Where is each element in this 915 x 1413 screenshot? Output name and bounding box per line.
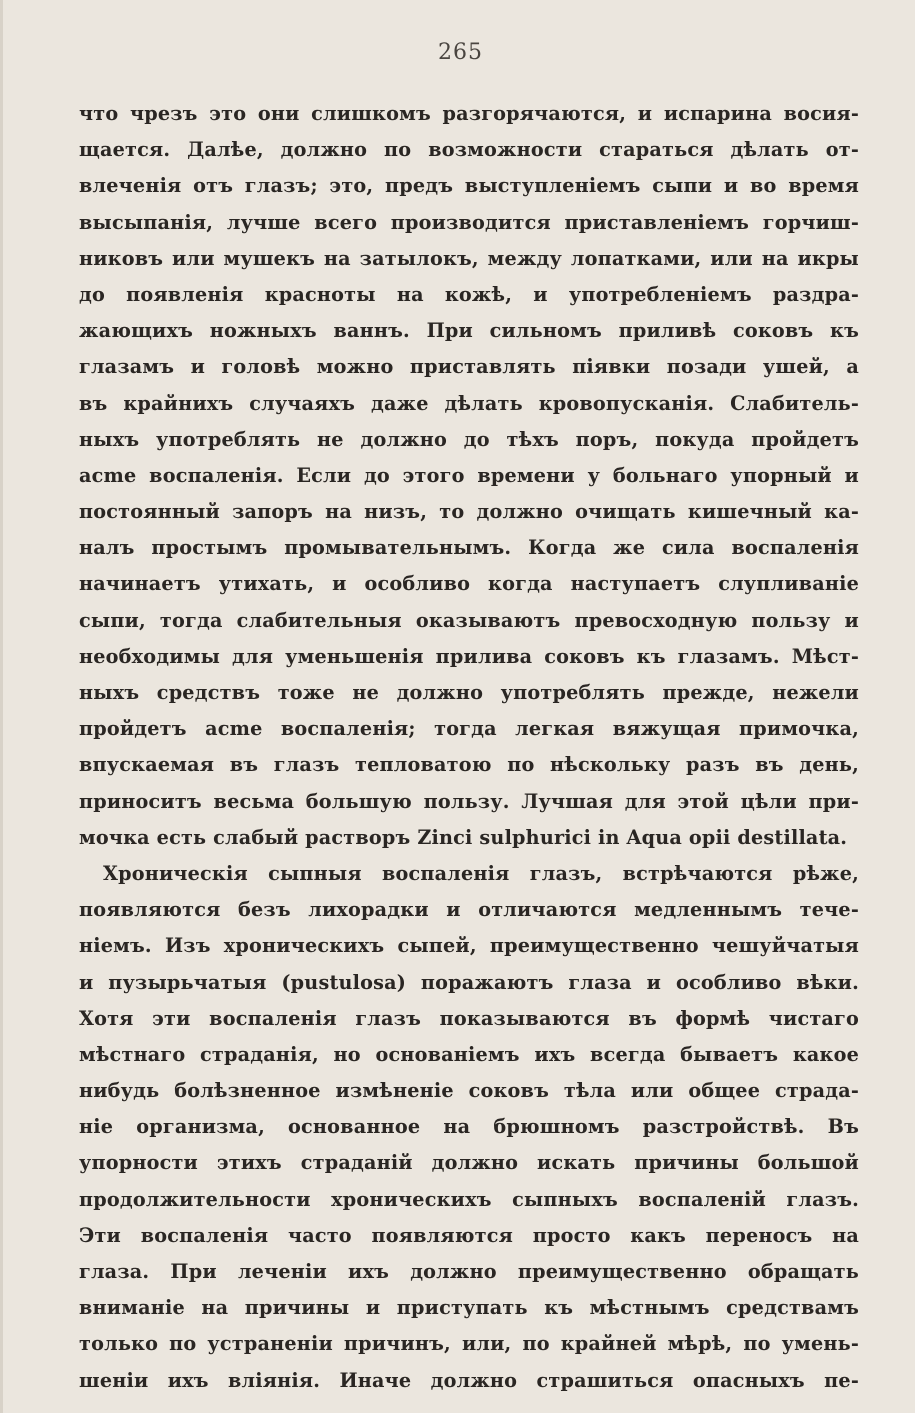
text-line: Хотя эти воспаленія глазъ показываются въ формѣ чистаго <box>79 1006 859 1030</box>
text-line: влеченія отъ глазъ; это, предъ выступленіемъ сыпи и во время <box>79 174 859 198</box>
text-line: глазамъ и головѣ можно приставлять піявки позади ушей, а <box>79 355 859 379</box>
text-line: приноситъ весьма большую пользу. Лучшая для этой цѣли при- <box>79 789 859 813</box>
text-line: упорности этихъ страданій должно искать причины большой <box>79 1151 859 1175</box>
page-number: 265 <box>438 40 483 65</box>
text-line: до появленія краснoты на кожѣ, и употребленіемъ раздра- <box>79 282 859 306</box>
text-line: ніемъ. Изъ хроническихъ сыпей, преимущественно чешуйчатыя <box>79 934 859 958</box>
text-line: постоянный запоръ на низъ, то должно очищать кишечный ка- <box>79 500 859 524</box>
text-line: жающихъ ножныхъ ваннъ. При сильномъ приливѣ соковъ къ <box>79 319 859 343</box>
text-line: ныхъ средствъ тоже не должно употреблять прежде, нежели <box>79 681 859 704</box>
text-line: необходимы для уменьшенія прилива соковъ къ глазамъ. Мѣст- <box>79 644 859 668</box>
text-line: высыпанія, лучше всего производится приставленіемъ горчиш- <box>79 210 859 234</box>
text-line: Хроническія сыпныя воспаленія глазъ, встрѣчаются рѣже, <box>103 861 859 885</box>
text-line: налъ простымъ промывательнымъ. Когда же сила воспаленія <box>79 536 859 560</box>
text-line: вниманіе на причины и приступать къ мѣстнымъ средствамъ <box>79 1296 859 1320</box>
text-line: мѣстнаго страданія, но основаніемъ ихъ всегда бываетъ какое <box>79 1042 859 1066</box>
text-line: продолжительности хроническихъ сыпныхъ воспаленій глазъ. <box>79 1187 859 1211</box>
body-text <box>79 96 859 1399</box>
text-line: шеніи ихъ вліянія. Иначе должно страшиться опасныхъ пе- <box>79 1368 859 1392</box>
text-line: только по устраненіи причинъ, или, по крайней мѣрѣ, по умень- <box>79 1332 859 1356</box>
text-line: нибудь болѣзненное измѣненіе соковъ тѣла или общее страда- <box>79 1079 859 1103</box>
text-line: глаза. При леченіи ихъ должно преимущественно обращать <box>79 1260 859 1283</box>
text-line: acme воспаленія. Если до этого времени у больнаго упорный и <box>79 463 859 487</box>
text-line: ныхъ употреблять не должно до тѣхъ поръ, покуда пройдетъ <box>79 427 859 451</box>
text-line: ніе организма, основанное на брюшномъ разстройствѣ. Въ <box>79 1115 859 1139</box>
text-line: въ крайнихъ случаяхъ даже дѣлать кровопусканія. Слабитель- <box>79 391 859 415</box>
text-line: начинаетъ утихать, и особливо когда наступаетъ слупливаніе <box>79 572 859 596</box>
text-line: появляются безъ лихорадки и отличаются медленнымъ тече- <box>79 898 859 922</box>
text-line: мочка есть слабый растворъ Zinci sulphurici in Aqua opii destillata. <box>79 825 848 849</box>
text-line: сыпи, тогда слабительныя оказываютъ превосходную пользу и <box>79 608 859 632</box>
text-line: Эти воспаленія часто появляются просто какъ переносъ на <box>79 1223 859 1247</box>
text-line: пройдетъ acme воспаленія; тогда легкая вяжущая примочка, <box>79 717 859 741</box>
text-line: что чрезъ это они слишкомъ разгорячаются, и испарина восия- <box>79 102 859 125</box>
text-line: никовъ или мушекъ на затылокъ, между лопатками, или на икры <box>79 246 859 270</box>
text-line: и пузырьчатыя (pustulosa) поражаютъ глаза и особливо вѣки. <box>79 970 859 994</box>
text-line: щается. Далѣе, должно по возможности стараться дѣлать от- <box>79 138 859 162</box>
text-line: впускаемая въ глазъ тепловатою по нѣскольку разъ въ день, <box>79 753 859 777</box>
